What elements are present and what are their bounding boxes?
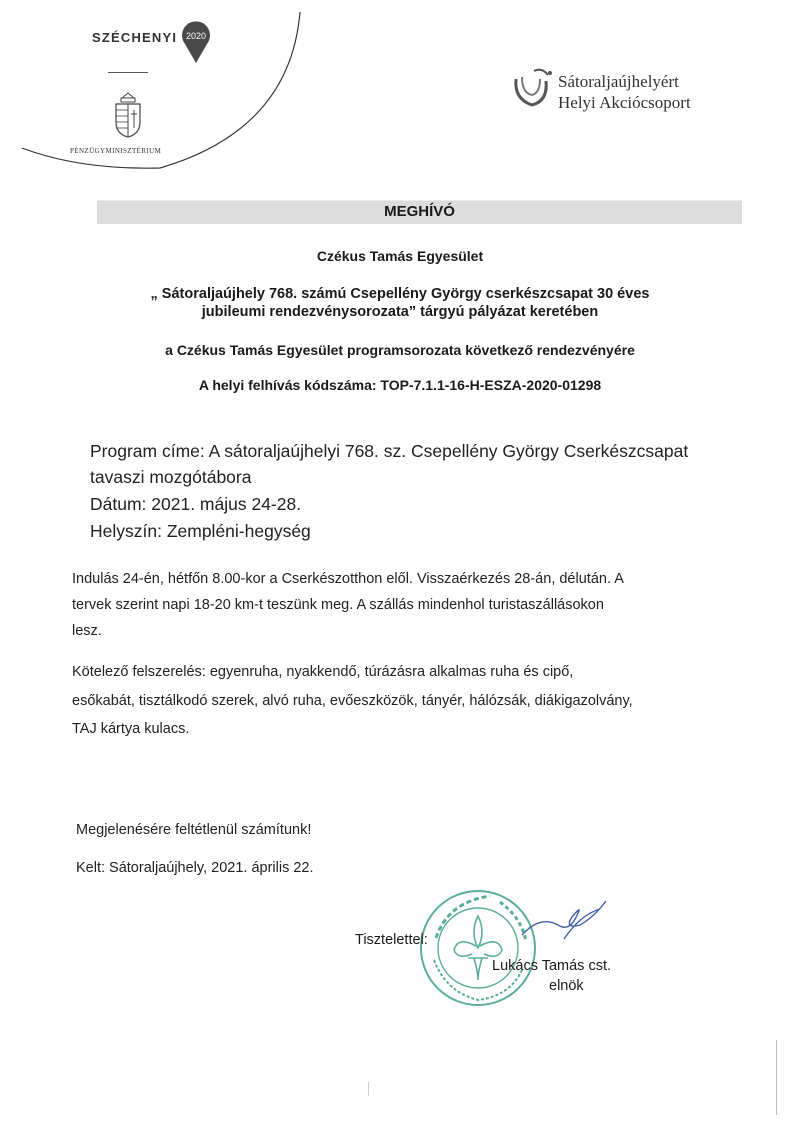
call-code-line: A helyi felhívás kódszáma: TOP-7.1.1-16-H-ESZA-2020-01298 (198, 377, 602, 393)
program-date: Dátum: 2021. május 24-28. (90, 494, 302, 514)
details-line1: Indulás 24-én, hétfőn 8.00-kor a Cserkészotthon elől. Visszaérkezés 28-án, délután. A (72, 571, 624, 587)
equipment-line2: esőkabát, tisztálkodó szerek, alvó ruha, evőeszközök, tányér, hálózsák, diákigazolvány, (72, 693, 633, 709)
event-intro: a Czékus Tamás Egyesület programsorozata következő rendezvényére (165, 342, 635, 358)
szechenyi-logo-text: SZÉCHENYI (92, 30, 178, 45)
project-title-line1: „ Sátoraljaújhely 768. számú Csepellény György cserkészcsapat 30 éves (150, 286, 650, 302)
document-title: MEGHÍVÓ (384, 203, 455, 220)
szechenyi-year: 2020 (185, 31, 207, 41)
program-title-line1: Program címe: A sátoraljaújhelyi 768. sz. Csepellény György Cserkészcsapat (90, 441, 689, 461)
closing-sentence: Megjelenésére feltétlenül számítunk! (76, 822, 312, 838)
equipment-line1: Kötelező felszerelés: egyenruha, nyakkendő, túrázásra alkalmas ruha és cipő, (72, 664, 574, 680)
project-title-line2: jubileumi rendezvénysorozata” tárgyú pályázat keretében (201, 304, 599, 320)
header-decorative-curve (0, 0, 330, 180)
ministry-name: PÉNZÜGYMINISZTÉRIUM (70, 147, 162, 155)
program-location: Helyszín: Zempléni-hegység (90, 521, 311, 541)
greeting: Tisztelettel: (355, 932, 428, 948)
details-line3: lesz. (72, 623, 102, 639)
scan-speck (368, 1082, 369, 1096)
leader-group-name-line2: Helyi Akciócsoport (558, 93, 691, 112)
dated-line: Kelt: Sátoraljaújhely, 2021. április 22. (76, 860, 314, 876)
leader-swirl-logo-icon (510, 65, 554, 113)
handwritten-signature (520, 895, 610, 955)
equipment-line3: TAJ kártya kulacs. (72, 721, 190, 737)
scan-edge-line (776, 1040, 777, 1115)
organization-name: Czékus Tamás Egyesület (316, 248, 484, 264)
leader-group-name-line1: Sátoraljaújhelyért (558, 72, 679, 91)
signer-title: elnök (549, 978, 584, 994)
details-line2: tervek szerint napi 18-20 km-t teszünk meg. A szállás mindenhol turistaszállásokon (72, 597, 604, 613)
signer-name: Lukács Tamás cst. (492, 958, 612, 974)
program-title-line2: tavaszi mozgótábora (90, 467, 252, 487)
